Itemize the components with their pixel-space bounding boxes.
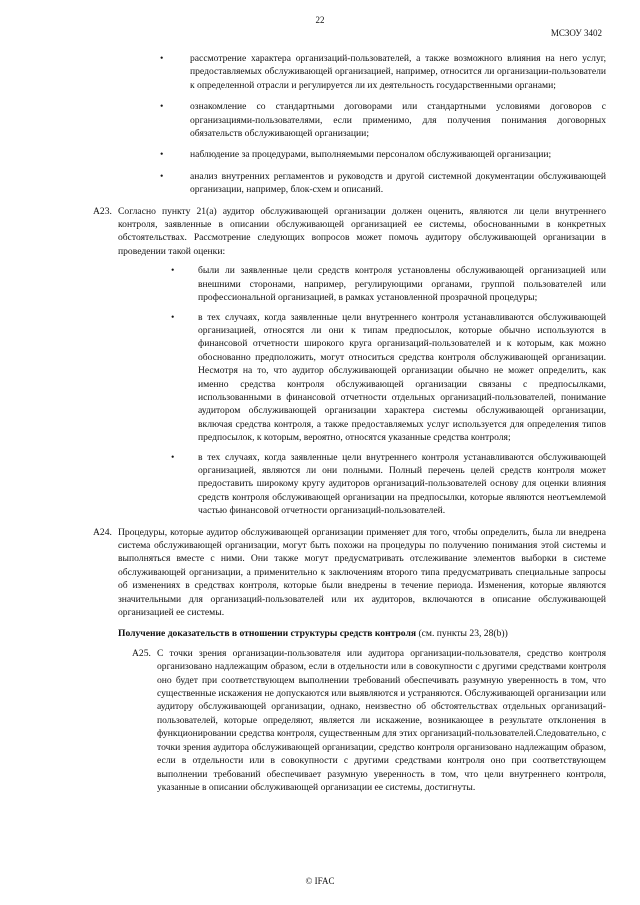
page-number: 22 [315, 15, 325, 25]
paragraph-text: С точки зрения организации-пользователя или аудитора организации-пользователя, средство контроля организовано надлежащим образом, если в отдельности или в совокупности с другими средствами контроля оно будет при соответствующем выполнении требований обеспечивать разумную уверенность в том, что существенные искажения не допускаются или выявляются и устраняются. Обслуживающей организации или аудитору обслуживающей организации, однако, неизвестно об обстоятельствах отдельных организаций-пользователей, которые определяют, является ли искажение, возникающее в результате отклонения в функционировании средства контроля, существенным для этих организаций-пользователей.Следовательно, с точки зрения аудитора обслуживающей организации, средство контроля организовано надлежащим образом, если в отдельности или в совокупности с другими средствами контроля оно при соответствующем выполнении требований обеспечивает разумную уверенность в том, что цели внутреннего контроля, указанные в описании обслуживающей организации ее системы, достигнуты. [157, 647, 606, 793]
bullet-icon: • [160, 53, 164, 64]
paragraph-text: Процедуры, которые аудитор обслуживающей организации применяет для того, чтобы определить, была ли внедрена система обслуживающей организации, могут быть похожи на процедуры по получению понимания этой системы и выполняться вместе с ними. Они также могут предусматривать отслеживание элементов выборки в системе обслуживающей организации, а применительно к заключениям второго типа предусматривать специальные запросы об изменениях в средствах контроля, которые были внедрены в течение периода. Изменения, которые являются значительными для организаций-пользователей или их аудиторов, включаются в описание обслуживающей организацией ее системы. [118, 526, 606, 619]
paragraph-text: Согласно пункту 21(a) аудитор обслуживающей организации должен оценить, являются ли цели внутреннего контроля, заявленные в описании обслуживающей организацией ее системы, обоснованными в конкретных обстоятельствах. Рассмотрение следующих вопросов может помочь аудитору обслуживающей организации в проведении такой оценки: [118, 205, 606, 257]
list-item: • рассмотрение характера организаций-пользователей, а также возможного влияния на него услуг, предоставляемых обслуживающей организацией, например, относится ли организации-пользователи к определенной отрасли и регулируется ли их деятельность государственными органами; [160, 53, 606, 91]
list-item: • анализ внутренних регламентов и руководств и другой системной документации обслуживающей организации, например, блок-схем и описаний. [160, 170, 606, 196]
list-item: • в тех случаях, когда заявленные цели внутреннего контроля устанавливаются обслуживающей организацией, относятся ли они к типам предпосылок, которые обычно используются в финансовой отчетности широкого круга организаций-пользователей и к которым, как можно обоснованно предположить, могут относиться средства контроля обслуживающей организации. Несмотря на то, что аудитор обслуживающей организации обычно не может определить, как именно средства контроля обслуживающей организации связаны с предпосылками, использованными в финансовой отчетности отдельных организаций-пользователей, понимание аудитором обслуживающей организации характера системы обслуживающей организации, включая средства контроля, а также предоставляемых услуг используется для определения типов предпосылок, к которым, вероятно, относятся указанные средства контроля; [171, 311, 606, 444]
bullet-icon: • [171, 311, 175, 323]
list-item: • в тех случаях, когда заявленные цели внутреннего контроля устанавливаются обслуживающей организацией, являются ли они полными. Полный перечень целей средств контроля может предоставить широкому кругу аудиторов организаций-пользователей основу для оценки влияния средств контроля обслуживающей организации на предпосылки, которые являются неотъемлемой частью финансовой отчетности организаций-пользователей. [171, 451, 606, 517]
bullet-icon: • [160, 149, 164, 161]
paragraph-number: A23. [93, 205, 112, 217]
paragraph-number: A25. [132, 647, 151, 659]
bullet-icon: • [160, 170, 164, 182]
bullet-icon: • [171, 451, 175, 463]
list-item: • были ли заявленные цели средств контроля установлены обслуживающей организацией или внешними сторонами, например, регулирующими органами, группой пользователей или профессиональной организацией, в рамках установленной прозрачной процедуры; [171, 265, 606, 304]
bullet-icon: • [171, 265, 175, 277]
bullet-icon: • [160, 101, 164, 113]
list-item: • наблюдение за процедурами, выполняемыми персоналом обслуживающей организации; [160, 149, 552, 161]
paragraph-a24 [79, 526, 606, 620]
a23-bullet-list [118, 264, 606, 517]
page-body [93, 52, 606, 794]
document-code: МСЗОУ 3402 [550, 28, 602, 38]
paragraph-a25 [118, 647, 606, 794]
section-heading [118, 627, 606, 640]
list-item: • ознакомление со стандартными договорами или стандартными условиями договоров с организациями-пользователями, если применимо, для получения понимания договорных обязательств обслуживающей организации; [160, 101, 606, 140]
section-heading-title: Получение доказательств в отношении структуры средств контроля [118, 628, 417, 640]
paragraph-a23 [79, 205, 606, 518]
footer-copyright: © IFAC [305, 876, 335, 886]
intro-bullet-list [118, 52, 606, 197]
section-heading-reference: (см. пункты 23, 28(b)) [418, 628, 508, 640]
paragraph-number: A24. [93, 526, 112, 538]
